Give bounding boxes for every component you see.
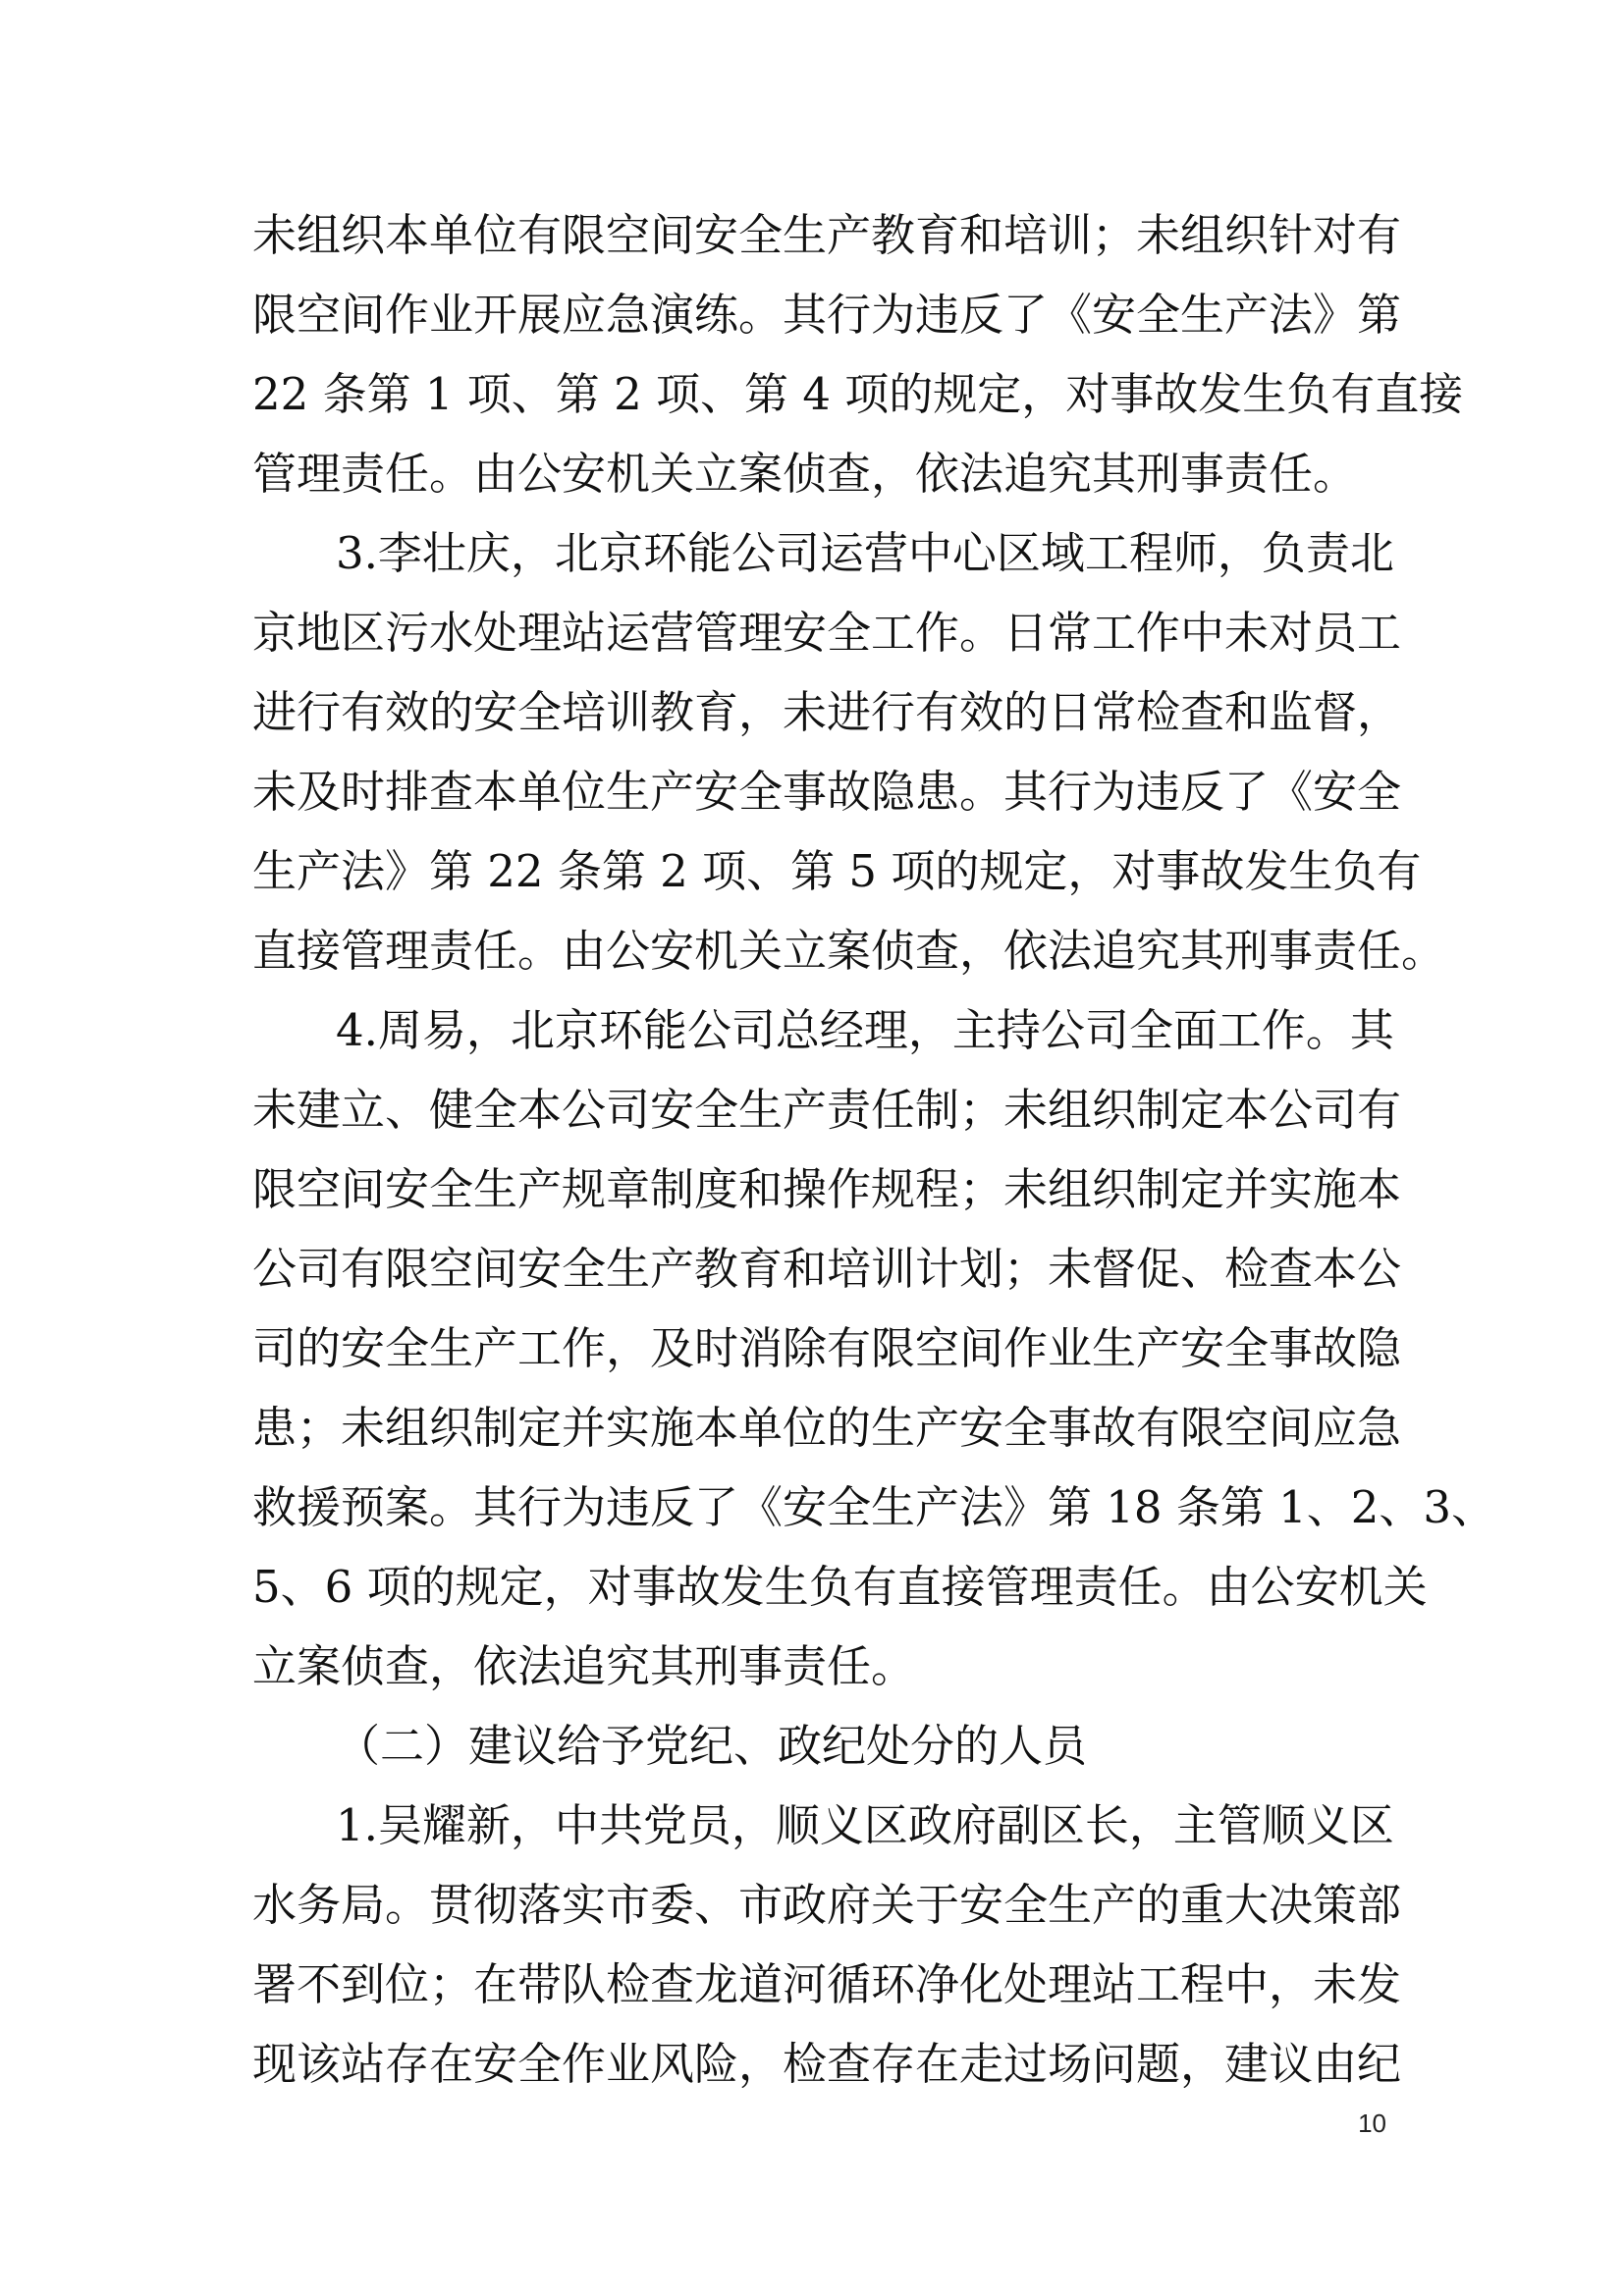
document-line: 限空间作业开展应急演练。其行为违反了《安全生产法》第 xyxy=(252,289,1402,341)
document-line: 未建立、健全本公司安全生产责任制；未组织制定本公司有 xyxy=(252,1084,1402,1136)
document-line: 水务局。贯彻落实市委、市政府关于安全生产的重大决策部 xyxy=(252,1879,1402,1931)
document-line: 进行有效的安全培训教育，未进行有效的日常检查和监督， xyxy=(252,686,1402,738)
document-line: 管理责任。由公安机关立案侦查，依法追究其刑事责任。 xyxy=(252,448,1358,500)
document-line: 司的安全生产工作，及时消除有限空间作业生产安全事故隐 xyxy=(252,1322,1402,1374)
page-number: 10 xyxy=(1358,2109,1386,2138)
document-line: 生产法》第 22 条第 2 项、第 5 项的规定，对事故发生负有 xyxy=(252,845,1422,897)
document-line: 5、6 项的规定，对事故发生负有直接管理责任。由公安机关 xyxy=(252,1561,1428,1613)
document-line: 限空间安全生产规章制度和操作规程；未组织制定并实施本 xyxy=(252,1163,1402,1215)
section-heading: （二）建议给予党纪、政纪处分的人员 xyxy=(336,1720,1088,1772)
document-line: 立案侦查，依法追究其刑事责任。 xyxy=(252,1640,916,1692)
document-line: 公司有限空间安全生产教育和培训计划；未督促、检查本公 xyxy=(252,1243,1402,1295)
document-line: 1.吴耀新，中共党员，顺义区政府副区长，主管顺义区 xyxy=(336,1799,1394,1851)
document-line: 现该站存在安全作业风险，检查存在走过场问题，建议由纪 xyxy=(252,2038,1402,2090)
document-line: 未及时排查本单位生产安全事故隐患。其行为违反了《安全 xyxy=(252,766,1402,818)
document-line: 4.周易，北京环能公司总经理，主持公司全面工作。其 xyxy=(336,1004,1394,1056)
document-line: 22 条第 1 项、第 2 项、第 4 项的规定，对事故发生负有直接 xyxy=(252,368,1464,420)
document-line: 京地区污水处理站运营管理安全工作。日常工作中未对员工 xyxy=(252,607,1402,659)
document-line: 署不到位；在带队检查龙道河循环净化处理站工程中，未发 xyxy=(252,1958,1402,2010)
document-line: 直接管理责任。由公安机关立案侦查，依法追究其刑事责任。 xyxy=(252,925,1446,977)
document-line: 患；未组织制定并实施本单位的生产安全事故有限空间应急 xyxy=(252,1402,1402,1454)
document-line: 未组织本单位有限空间安全生产教育和培训；未组织针对有 xyxy=(252,209,1402,261)
document-line: 救援预案。其行为违反了《安全生产法》第 18 条第 1、2、3、 xyxy=(252,1481,1496,1533)
document-line: 3.李壮庆，北京环能公司运营中心区域工程师，负责北 xyxy=(336,527,1394,579)
